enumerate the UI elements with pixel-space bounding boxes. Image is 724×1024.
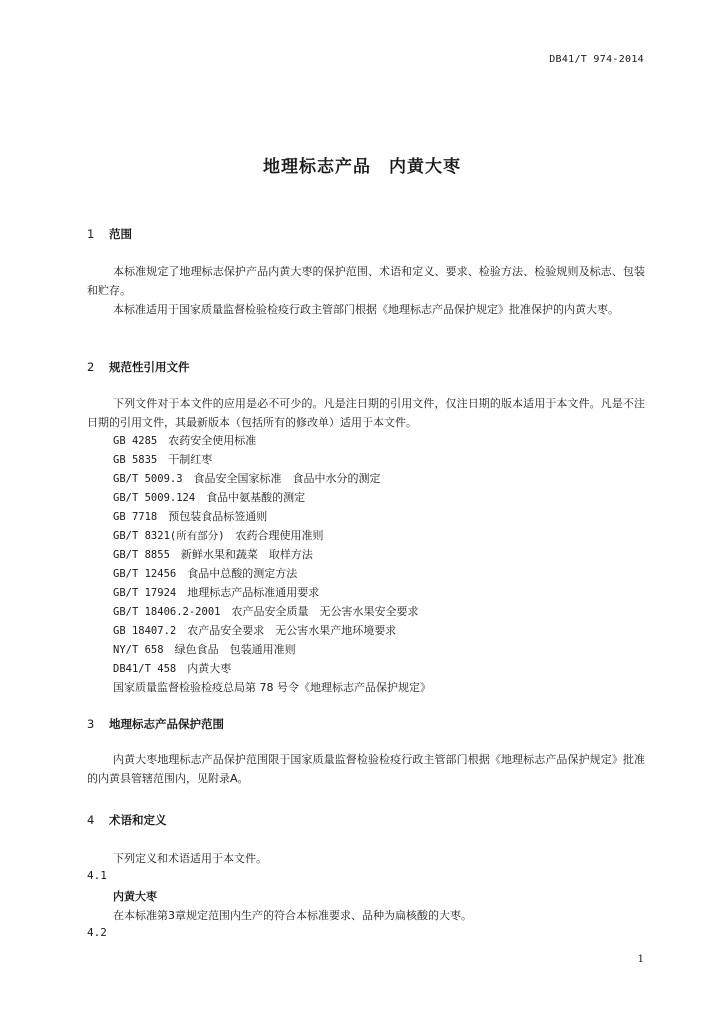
reference-item xyxy=(113,431,431,450)
reference-item xyxy=(113,507,431,526)
reference-item xyxy=(113,545,431,564)
reference-item xyxy=(113,583,431,602)
reference-title: 绿色食品 包装通用准则 xyxy=(174,643,296,656)
reference-code: GB/T 5009.3 xyxy=(113,473,183,485)
reference-code: GB/T 5009.124 xyxy=(113,492,196,504)
reference-title: 农产品安全质量 无公害水果安全要求 xyxy=(231,605,419,618)
reference-item xyxy=(113,469,431,488)
reference-code: GB 7718 xyxy=(113,511,158,523)
reference-title: 预包装食品标签通则 xyxy=(168,510,268,523)
paragraph-text: 内黄大枣地理标志产品保护范围限于国家质量监督检验检疫行政主管部门根据《地理标志产品保护规定》批准的内黄县管辖范围内，见附录A。 xyxy=(87,753,645,785)
section-number: 1 xyxy=(87,227,95,241)
term-number: 4.1 xyxy=(87,869,107,882)
reference-code: GB 5835 xyxy=(113,454,158,466)
section-title: 规范性引用文件 xyxy=(109,360,190,374)
reference-code: GB/T 12456 xyxy=(113,568,177,580)
reference-code: GB 18407.2 xyxy=(113,625,177,637)
section-title: 地理标志产品保护范围 xyxy=(109,717,224,731)
reference-item xyxy=(113,621,431,640)
reference-code: DB41/T 458 xyxy=(113,663,177,675)
section-number: 2 xyxy=(87,360,95,374)
reference-title: 农产品安全要求 无公害水果产地环境要求 xyxy=(187,624,397,637)
reference-title: 农药合理使用准则 xyxy=(235,529,324,542)
section-2-intro xyxy=(87,394,645,432)
reference-decree: 国家质量监督检验检疫总局第 78 号令《地理标志产品保护规定》 xyxy=(113,681,431,694)
reference-title: 内黄大枣 xyxy=(187,662,232,675)
reference-title: 食品中总酸的测定方法 xyxy=(187,567,298,580)
section-1-heading xyxy=(87,226,132,242)
term-definition: 在本标准第3章规定范围内生产的符合本标准要求、品种为扁核酸的大枣。 xyxy=(113,909,472,922)
reference-code: NY/T 658 xyxy=(113,644,164,656)
paragraph-text: 本标准适用于国家质量监督检验检疫行政主管部门根据《地理标志产品保护规定》批准保护的内黄大枣。 xyxy=(113,303,619,316)
reference-code: GB/T 17924 xyxy=(113,587,177,599)
section-2-heading xyxy=(87,359,190,375)
reference-code: GB/T 18406.2-2001 xyxy=(113,606,221,618)
reference-code: GB 4285 xyxy=(113,435,158,447)
section-number: 4 xyxy=(87,813,95,827)
reference-item xyxy=(113,602,431,621)
section-4-heading xyxy=(87,812,167,828)
standard-code: DB41/T 974-2014 xyxy=(549,54,644,65)
section-title: 范围 xyxy=(109,227,132,241)
section-4-intro: 下列定义和术语适用于本文件。 xyxy=(113,852,267,865)
reference-item xyxy=(113,450,431,469)
page-title: 地理标志产品 内黄大枣 xyxy=(263,157,461,177)
term-name: 内黄大枣 xyxy=(113,890,157,903)
reference-title: 新鲜水果和蔬菜 取样方法 xyxy=(180,548,313,561)
reference-title: 干制红枣 xyxy=(168,453,213,466)
section-3-heading xyxy=(87,716,224,732)
section-1-paragraph-2 xyxy=(87,300,645,319)
term-number: 4.2 xyxy=(87,926,107,939)
reference-list xyxy=(113,431,431,697)
reference-item xyxy=(113,640,431,659)
reference-title: 农药安全使用标准 xyxy=(168,434,257,447)
reference-title: 食品中氨基酸的测定 xyxy=(206,491,306,504)
reference-code: GB/T 8321(所有部分) xyxy=(113,530,225,542)
reference-item xyxy=(113,564,431,583)
paragraph-text: 本标准规定了地理标志保护产品内黄大枣的保护范围、术语和定义、要求、检验方法、检验规则及标志、包装和贮存。 xyxy=(87,265,645,297)
paragraph-text: 下列文件对于本文件的应用是必不可少的。凡是注日期的引用文件，仅注日期的版本适用于本文件。凡是不注日期的引用文件，其最新版本（包括所有的修改单）适用于本文件。 xyxy=(87,397,645,429)
section-number: 3 xyxy=(87,717,95,731)
reference-title: 地理标志产品标准通用要求 xyxy=(187,586,320,599)
section-3-paragraph xyxy=(87,750,645,788)
reference-title: 食品安全国家标准 食品中水分的测定 xyxy=(193,472,381,485)
reference-code: GB/T 8855 xyxy=(113,549,170,561)
section-1-paragraph-1 xyxy=(87,262,645,300)
reference-item xyxy=(113,488,431,507)
reference-item xyxy=(113,526,431,545)
reference-item xyxy=(113,659,431,678)
section-title: 术语和定义 xyxy=(109,813,167,827)
page-number: 1 xyxy=(637,954,644,965)
